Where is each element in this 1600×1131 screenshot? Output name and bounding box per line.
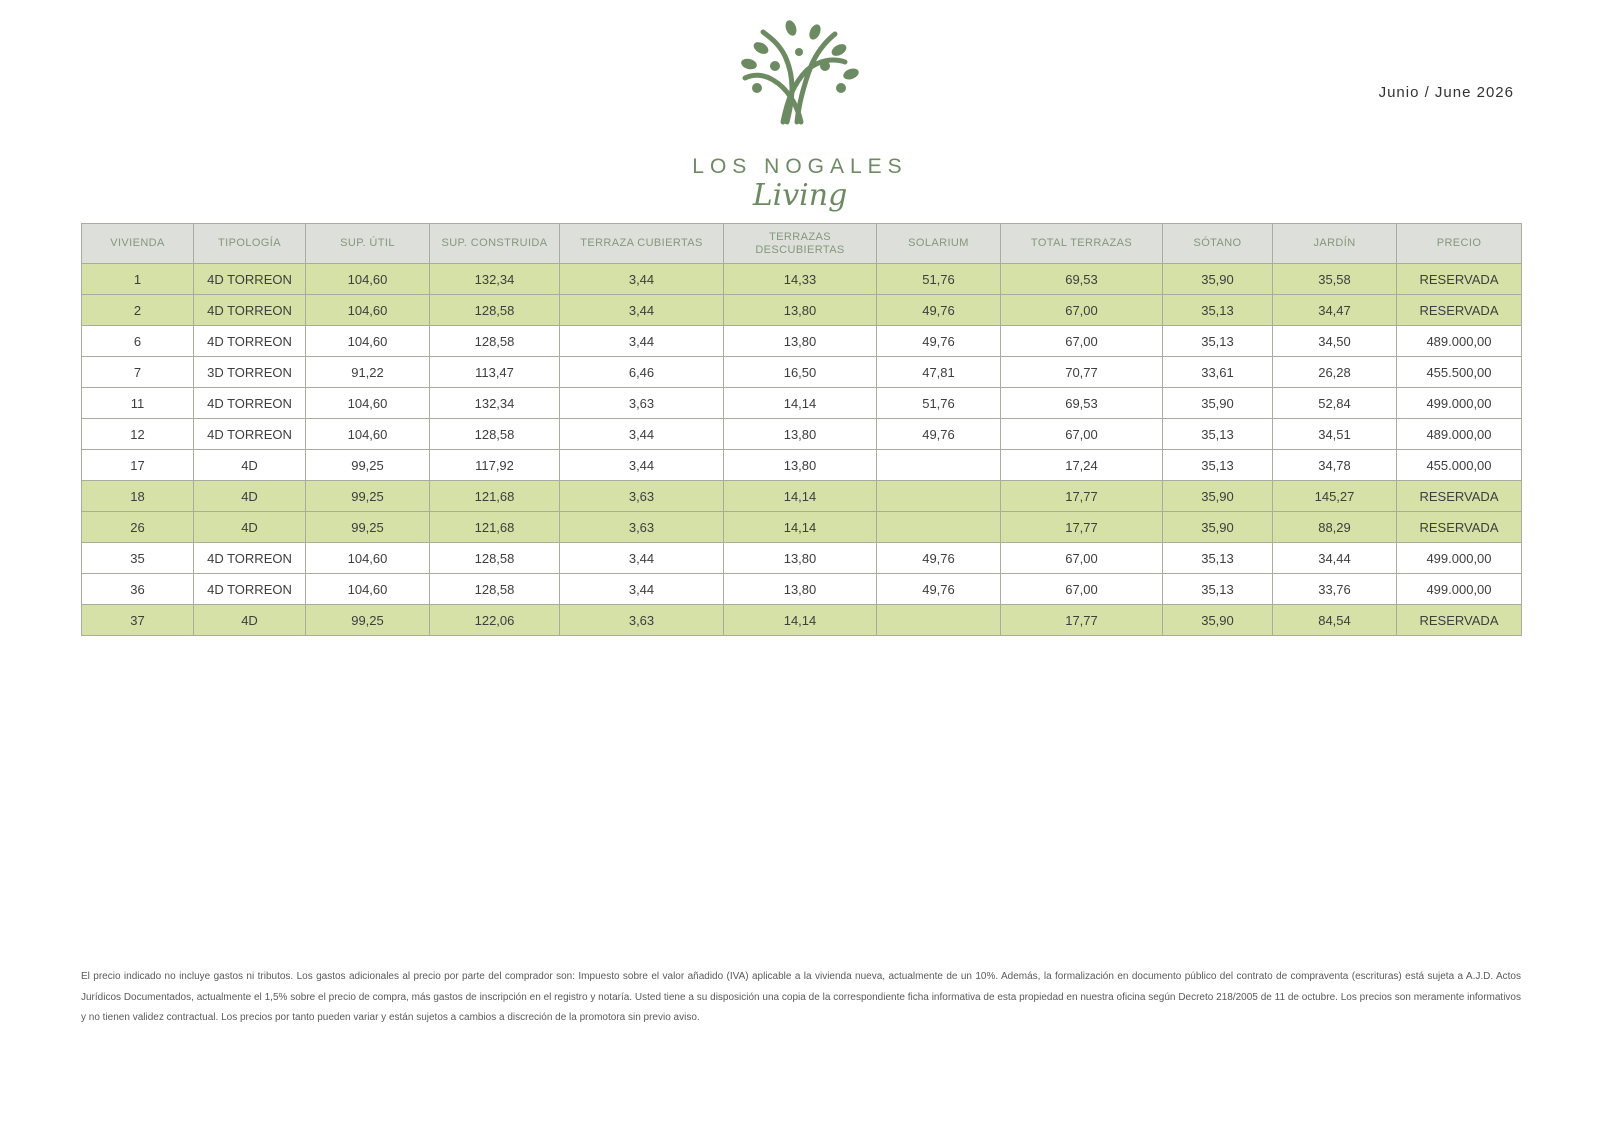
table-row <box>82 450 1522 481</box>
table-cell: 104,60 <box>306 295 430 326</box>
table-cell: 6 <box>82 326 194 357</box>
table-cell: 13,80 <box>724 326 877 357</box>
table-cell: 104,60 <box>306 543 430 574</box>
table-cell: 14,14 <box>724 388 877 419</box>
table-cell: 14,14 <box>724 481 877 512</box>
table-cell: 13,80 <box>724 543 877 574</box>
table-cell: 3,44 <box>560 419 724 450</box>
table-cell: 6,46 <box>560 357 724 388</box>
table-cell: 26 <box>82 512 194 543</box>
table-cell: 104,60 <box>306 326 430 357</box>
table-cell: RESERVADA <box>1397 264 1522 295</box>
column-header: TIPOLOGÍA <box>194 224 306 264</box>
column-header: SUP. ÚTIL <box>306 224 430 264</box>
table-cell: 4D TORREON <box>194 295 306 326</box>
table-cell: 37 <box>82 605 194 636</box>
brand-name: LOS NOGALES <box>692 155 908 178</box>
table-cell: 17,77 <box>1001 605 1163 636</box>
table-cell: 3,44 <box>560 295 724 326</box>
table-cell: 128,58 <box>430 543 560 574</box>
table-cell: 67,00 <box>1001 574 1163 605</box>
table-cell: 4D <box>194 512 306 543</box>
table-cell: RESERVADA <box>1397 605 1522 636</box>
table-cell: 11 <box>82 388 194 419</box>
table-cell: RESERVADA <box>1397 512 1522 543</box>
table-cell: 36 <box>82 574 194 605</box>
table-cell: 67,00 <box>1001 543 1163 574</box>
table-cell: 17,24 <box>1001 450 1163 481</box>
table-cell: 128,58 <box>430 326 560 357</box>
table-cell: 122,06 <box>430 605 560 636</box>
table-cell: 51,76 <box>877 264 1001 295</box>
table-cell: 4D <box>194 450 306 481</box>
table-cell: 132,34 <box>430 388 560 419</box>
table-cell: 33,61 <box>1163 357 1273 388</box>
table-cell: 34,44 <box>1273 543 1397 574</box>
table-cell: 34,47 <box>1273 295 1397 326</box>
table-body <box>82 264 1522 636</box>
table-cell: 113,47 <box>430 357 560 388</box>
table-cell: 35,13 <box>1163 543 1273 574</box>
table-cell: 35,90 <box>1163 481 1273 512</box>
table-cell: 67,00 <box>1001 419 1163 450</box>
table-cell: 17 <box>82 450 194 481</box>
table-cell <box>877 481 1001 512</box>
table-cell: 49,76 <box>877 326 1001 357</box>
table-cell: 88,29 <box>1273 512 1397 543</box>
table-cell: 69,53 <box>1001 388 1163 419</box>
table-cell: 13,80 <box>724 295 877 326</box>
price-list-table <box>81 223 1522 636</box>
table-cell: 35,13 <box>1163 574 1273 605</box>
table-cell: 489.000,00 <box>1397 419 1522 450</box>
table-cell: 33,76 <box>1273 574 1397 605</box>
table-cell: 99,25 <box>306 512 430 543</box>
table-cell: 14,14 <box>724 512 877 543</box>
table-row <box>82 574 1522 605</box>
table-cell: 47,81 <box>877 357 1001 388</box>
table-cell: 99,25 <box>306 450 430 481</box>
table-cell: 99,25 <box>306 605 430 636</box>
brand-tagline: Living <box>752 178 848 213</box>
table-cell: 35,58 <box>1273 264 1397 295</box>
table-cell <box>877 605 1001 636</box>
table-cell: 35,13 <box>1163 419 1273 450</box>
table-row <box>82 543 1522 574</box>
table-cell: 3D TORREON <box>194 357 306 388</box>
table-cell: 35,90 <box>1163 512 1273 543</box>
table-cell: 35,13 <box>1163 450 1273 481</box>
table-cell: 4D TORREON <box>194 388 306 419</box>
table-cell <box>877 450 1001 481</box>
table-cell: 3,44 <box>560 543 724 574</box>
table-cell: 4D <box>194 481 306 512</box>
table-cell: 26,28 <box>1273 357 1397 388</box>
table-cell: 35,90 <box>1163 388 1273 419</box>
table-cell: 17,77 <box>1001 481 1163 512</box>
table-cell: 128,58 <box>430 574 560 605</box>
table-cell: 1 <box>82 264 194 295</box>
column-header: VIVIENDA <box>82 224 194 264</box>
table-cell: 35,13 <box>1163 295 1273 326</box>
table-cell: 3,44 <box>560 264 724 295</box>
column-header: PRECIO <box>1397 224 1522 264</box>
table-cell: 49,76 <box>877 543 1001 574</box>
table-cell: 455.500,00 <box>1397 357 1522 388</box>
table-cell: 16,50 <box>724 357 877 388</box>
column-header: TERRAZAS DESCUBIERTAS <box>724 224 877 264</box>
table-cell: 99,25 <box>306 481 430 512</box>
table-cell: RESERVADA <box>1397 481 1522 512</box>
table-cell: 499.000,00 <box>1397 388 1522 419</box>
table-cell <box>877 512 1001 543</box>
table-cell: 49,76 <box>877 419 1001 450</box>
table-cell: 3,63 <box>560 512 724 543</box>
table-cell: 14,33 <box>724 264 877 295</box>
table-cell: 3,63 <box>560 388 724 419</box>
table-cell: 121,68 <box>430 512 560 543</box>
table-cell: 34,51 <box>1273 419 1397 450</box>
table-cell: 70,77 <box>1001 357 1163 388</box>
column-header: SUP. CONSTRUIDA <box>430 224 560 264</box>
table-cell: 4D TORREON <box>194 419 306 450</box>
date-label: Junio / June 2026 <box>1378 84 1514 101</box>
table-cell: 67,00 <box>1001 295 1163 326</box>
column-header: JARDÍN <box>1273 224 1397 264</box>
table-cell: 49,76 <box>877 574 1001 605</box>
table-cell: 17,77 <box>1001 512 1163 543</box>
table-row <box>82 481 1522 512</box>
table-cell: 14,14 <box>724 605 877 636</box>
table-cell: 3,63 <box>560 481 724 512</box>
table-cell: 4D TORREON <box>194 326 306 357</box>
table-cell: 84,54 <box>1273 605 1397 636</box>
table-cell: 121,68 <box>430 481 560 512</box>
table-cell: 3,44 <box>560 574 724 605</box>
table-cell: 4D <box>194 605 306 636</box>
table-cell: 13,80 <box>724 450 877 481</box>
table-cell: 4D TORREON <box>194 543 306 574</box>
table-cell: 3,44 <box>560 326 724 357</box>
table-row <box>82 326 1522 357</box>
table-cell: 51,76 <box>877 388 1001 419</box>
table-cell: 34,78 <box>1273 450 1397 481</box>
table-cell: 104,60 <box>306 264 430 295</box>
table-cell: 35,13 <box>1163 326 1273 357</box>
table-cell: 104,60 <box>306 388 430 419</box>
table-row <box>82 264 1522 295</box>
column-header: TERRAZA CUBIERTAS <box>560 224 724 264</box>
table-cell: 455.000,00 <box>1397 450 1522 481</box>
olive-tree-icon <box>735 18 865 130</box>
table-cell: 499.000,00 <box>1397 543 1522 574</box>
column-header: TOTAL TERRAZAS <box>1001 224 1163 264</box>
table-cell: 132,34 <box>430 264 560 295</box>
table-cell: 117,92 <box>430 450 560 481</box>
table-row <box>82 512 1522 543</box>
table-cell: 35,90 <box>1163 264 1273 295</box>
legal-disclaimer: El precio indicado no incluye gastos ni tributos. Los gastos adicionales al precio por parte del comprador son: Impuesto sobre el valor añadido (IVA) aplicable a la vivienda nueva, actualmente de un 10%. Además, la formalización en documento público del contrato de compraventa (escrituras) está sujeta a A.J.D. Actos Jurídicos Documentados, actualmente el 1,5% sobre el precio de compra, más gastos de inscripción en el registro y notaría. Usted tiene a su disposición una copia de la correspondiente ficha informativa de esta propiedad en nuestra oficina según Decreto 218/2005 de 11 de octubre. Los precios son meramente informativos y no tienen validez contractual. Los precios por tanto pueden variar y están sujetos a cambios a discreción de la promotora sin previo aviso. <box>81 971 1521 1023</box>
table-cell: 128,58 <box>430 295 560 326</box>
table-cell: 489.000,00 <box>1397 326 1522 357</box>
table-cell: 4D TORREON <box>194 574 306 605</box>
table-cell: 13,80 <box>724 419 877 450</box>
table-cell: 91,22 <box>306 357 430 388</box>
table-cell: 35 <box>82 543 194 574</box>
table-cell: 145,27 <box>1273 481 1397 512</box>
table-cell: 104,60 <box>306 574 430 605</box>
table-cell: 67,00 <box>1001 326 1163 357</box>
column-header: SÓTANO <box>1163 224 1273 264</box>
table-row <box>82 605 1522 636</box>
table-row <box>82 388 1522 419</box>
table-cell: 52,84 <box>1273 388 1397 419</box>
table-row <box>82 357 1522 388</box>
table-cell: 3,44 <box>560 450 724 481</box>
table-cell: 34,50 <box>1273 326 1397 357</box>
table-cell: 2 <box>82 295 194 326</box>
table-cell: 35,90 <box>1163 605 1273 636</box>
table-cell: 69,53 <box>1001 264 1163 295</box>
table-cell: 13,80 <box>724 574 877 605</box>
table-cell: 4D TORREON <box>194 264 306 295</box>
table-cell: 12 <box>82 419 194 450</box>
table-cell: 7 <box>82 357 194 388</box>
table-cell: 3,63 <box>560 605 724 636</box>
table-cell: 128,58 <box>430 419 560 450</box>
brand-logo <box>640 18 960 213</box>
table-cell: RESERVADA <box>1397 295 1522 326</box>
table-cell: 104,60 <box>306 419 430 450</box>
table-cell: 49,76 <box>877 295 1001 326</box>
table-cell: 18 <box>82 481 194 512</box>
table-header-row <box>82 224 1522 264</box>
column-header: SOLARIUM <box>877 224 1001 264</box>
table-cell: 499.000,00 <box>1397 574 1522 605</box>
table-row <box>82 295 1522 326</box>
table-row <box>82 419 1522 450</box>
